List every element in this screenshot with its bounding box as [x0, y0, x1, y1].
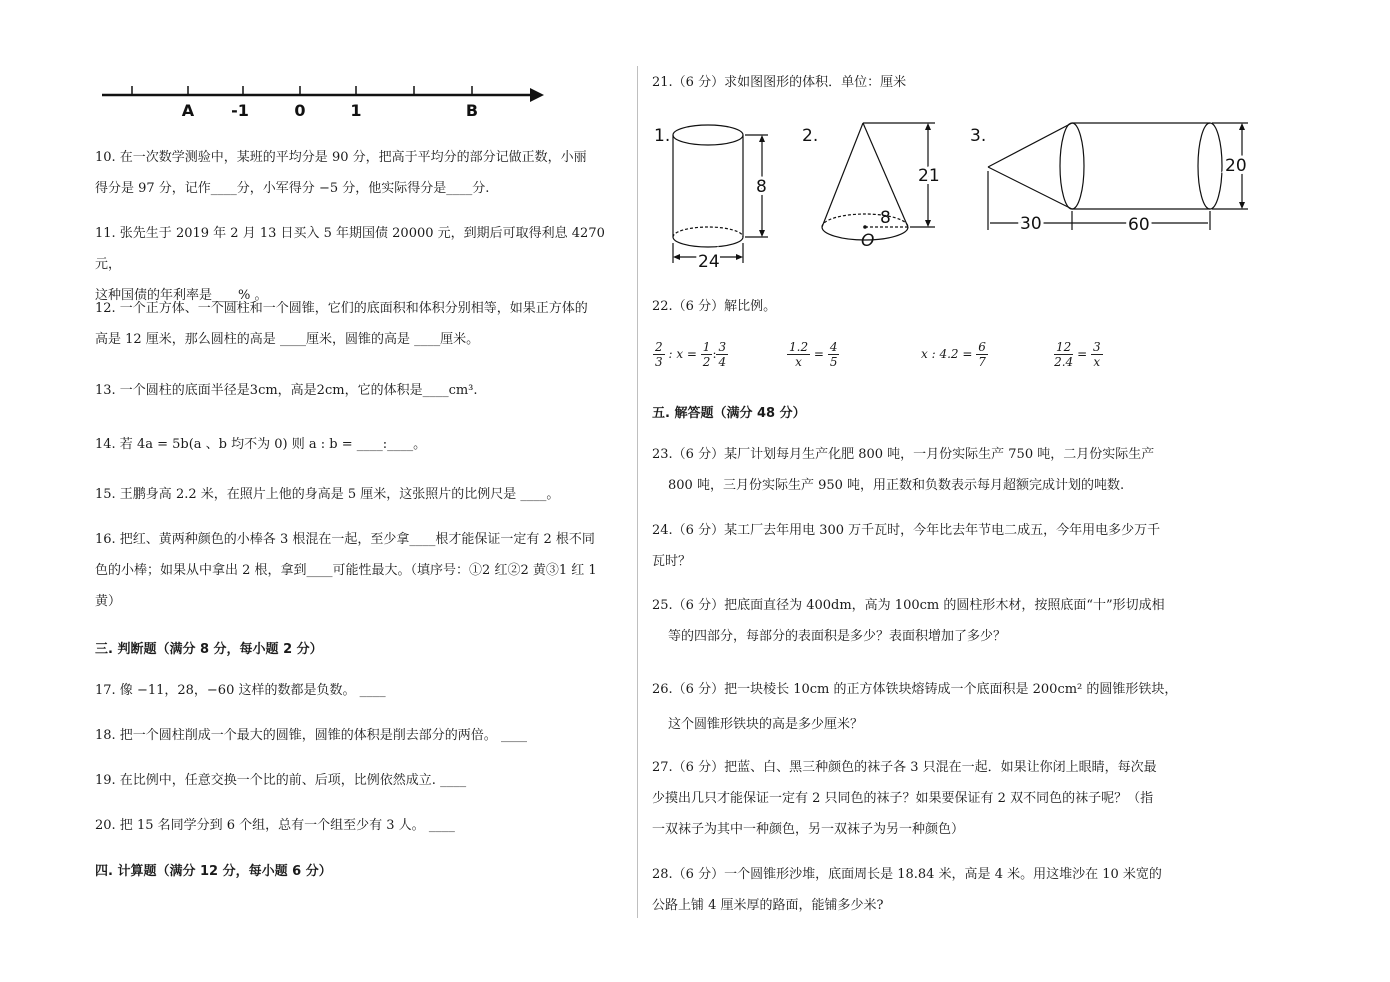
question-25 — [652, 590, 1192, 652]
eq4-frac-right — [1091, 340, 1103, 369]
q14-line: 14. 若 4a = 5b(a 、b 均不为 0) 则 a : b = ____:____。 — [95, 437, 427, 452]
q21-line: 21.（6 分）求如图图形的体积．单位：厘米 — [652, 75, 907, 90]
question-28 — [652, 859, 1192, 921]
label-0: 0 — [294, 101, 306, 120]
eq1-mid: : x = — [668, 347, 697, 361]
q22-line: 22.（6 分）解比例。 — [652, 299, 777, 314]
fig1-height-label: 8 — [756, 177, 767, 197]
eq1-frac-a — [653, 340, 665, 369]
eq1-b-den: 2 — [702, 355, 711, 369]
eq1-a-den: 3 — [655, 355, 663, 369]
eq4-r-den: x — [1093, 355, 1101, 369]
question-12 — [95, 293, 625, 355]
question-27 — [652, 752, 1192, 845]
question-22 — [652, 291, 1192, 322]
eq2-r-num: 4 — [829, 340, 838, 354]
q16-line2: 色的小棒；如果从中拿出 2 根，拿到____可能性最大。（填序号：①2 红②2 黄③1 红 1 — [95, 563, 597, 578]
eq2-frac-right — [828, 340, 840, 369]
q23-line1: 23.（6 分）某厂计划每月生产化肥 800 吨，一月份实际生产 750 吨，二月份实际生产 — [652, 447, 1155, 462]
q20-line: 20. 把 15 名同学分到 6 个组，总有一个组至少有 3 人。 ____ — [95, 818, 455, 833]
eq2-sign: = — [813, 347, 824, 361]
q18-line: 18. 把一个圆柱削成一个最大的圆锥，圆锥的体积是削去部分的两倍。 ____ — [95, 728, 527, 743]
equation-1: $\frac{2}{3}$ : x = $\frac{1}{2}$ : $\frac{3}{4}$ — [655, 340, 727, 369]
question-17 — [95, 675, 625, 706]
question-14 — [95, 429, 625, 460]
q28-line2: 公路上铺 4 厘米厚的路面，能铺多少米? — [652, 898, 884, 913]
fig1-diameter-label: 24 — [698, 252, 720, 272]
eq2-r-den: 5 — [829, 355, 838, 369]
label-b: B — [465, 101, 479, 120]
number-line — [100, 82, 550, 122]
fig3-cylinder-length-label: 60 — [1128, 215, 1150, 235]
section-heading-4: 四. 计算题（满分 12 分，每小题 6 分） — [95, 864, 332, 879]
label-a: A — [181, 101, 195, 120]
eq2-frac-left — [787, 340, 810, 369]
label-1: 1 — [350, 101, 362, 120]
eq4-frac-left — [1054, 340, 1073, 369]
q26-line1: 26.（6 分）把一块棱长 10cm 的正方体铁块熔铸成一个底面积是 200cm² 的圆锥形铁块， — [652, 682, 1178, 697]
question-23 — [652, 439, 1192, 501]
eq4-den: 2.4 — [1054, 355, 1074, 369]
eq3-r-den: 7 — [978, 355, 986, 369]
q16-line1: 16. 把红、黄两种颜色的小棒各 3 根混在一起，至少拿____根才能保证一定有 2 根不同 — [95, 532, 595, 547]
fig3-cone-length-label: 30 — [1020, 214, 1042, 234]
fig3-diameter-label: 20 — [1225, 156, 1247, 176]
equation-3 — [921, 340, 988, 369]
fig2-center-label: O — [861, 231, 875, 251]
question-26 — [652, 672, 1192, 742]
eq1-d-num: 3 — [718, 340, 727, 354]
question-13 — [95, 375, 625, 406]
eq1-frac-c — [716, 340, 728, 369]
fig2-height-label: 21 — [918, 166, 940, 186]
q10-line1: 10. 在一次数学测验中，某班的平均分是 90 分，把高于平均分的部分记做正数，小丽 — [95, 150, 587, 165]
q19-line: 19. 在比例中，任意交换一个比的前、后项，比例依然成立. ____ — [95, 773, 467, 788]
column-divider — [637, 66, 638, 918]
question-18 — [95, 720, 625, 751]
eq4-sign: = — [1077, 347, 1088, 361]
question-10 — [95, 142, 625, 204]
q16-line3: 黄） — [95, 594, 122, 609]
geometry-figures — [650, 115, 1260, 275]
eq2-den: x — [795, 355, 802, 369]
q12-line1: 12. 一个正方体、一个圆柱和一个圆锥，它们的底面积和体积分别相等，如果正方体的 — [95, 301, 588, 316]
q27-line3: 一双袜子为其中一种颜色，另一双袜子为另一种颜色） — [652, 822, 965, 837]
eq1-a-num: 2 — [655, 340, 663, 354]
label-neg1: -1 — [231, 101, 249, 120]
q25-line2: 等的四部分，每部分的表面积是多少？表面积增加了多少？ — [668, 629, 1007, 644]
section-heading-5: 五. 解答题（满分 48 分） — [652, 406, 806, 421]
fig2-radius-label: 8 — [880, 208, 891, 228]
q28-line1: 28.（6 分）一个圆锥形沙堆，底面周长是 18.84 米，高是 4 米。用这堆沙在 10 米宽的 — [652, 867, 1162, 882]
q13-line: 13. 一个圆柱的底面半径是3cm，高是2cm，它的体积是____cm³. — [95, 383, 478, 398]
equation-4 — [1054, 340, 1103, 369]
eq3-frac-right — [976, 340, 988, 369]
q27-line2: 少摸出几只才能保证一定有 2 只同色的袜子？如果要保证有 2 双不同色的袜子呢？（指 — [652, 791, 1154, 806]
eq1-d-den: 4 — [718, 355, 727, 369]
q24-line1: 24.（6 分）某工厂去年用电 300 万千瓦时，今年比去年节电二成五，今年用电多少万千 — [652, 523, 1161, 538]
q12-line2: 高是 12 厘米，那么圆柱的高是 ____厘米，圆锥的高是 ____厘米。 — [95, 332, 480, 347]
question-15 — [95, 479, 625, 510]
eq3-r-num: 6 — [978, 340, 986, 354]
question-20 — [95, 810, 625, 841]
eq1-frac-b — [701, 340, 713, 369]
q24-line2: 瓦时？ — [652, 554, 692, 569]
q27-line1: 27.（6 分）把蓝、白、黑三种颜色的袜子各 3 只混在一起．如果让你闭上眼睛，每次最 — [652, 760, 1157, 775]
q15-line: 15. 王鹏身高 2.2 米，在照片上他的身高是 5 厘米，这张照片的比例尺是 ____。 — [95, 487, 560, 502]
fig1-number: 1. — [654, 126, 671, 146]
question-21 — [652, 67, 1192, 98]
eq2-num: 1.2 — [789, 340, 809, 354]
q10-line2: 得分是 97 分，记作____分，小军得分 −5 分，他实际得分是____分. — [95, 181, 490, 196]
eq1-b-num: 1 — [702, 340, 711, 354]
question-19 — [95, 765, 625, 796]
section-heading-3: 三. 判断题（满分 8 分，每小题 2 分） — [95, 642, 323, 657]
eq4-num: 12 — [1056, 340, 1072, 354]
eq3-left: x : 4.2 = — [921, 347, 973, 361]
eq4-r-num: 3 — [1093, 340, 1101, 354]
q25-line1: 25.（6 分）把底面直径为 400dm，高为 100cm 的圆柱形木材，按照底面“十”形切成相 — [652, 598, 1165, 613]
question-24 — [652, 515, 1192, 577]
fig3-number: 3. — [970, 126, 987, 146]
q11-line2: 这种国债的年利率是____% 。 — [95, 288, 268, 303]
q23-line2: 800 吨，三月份实际生产 950 吨，用正数和负数表示每月超额完成计划的吨数. — [668, 478, 1125, 493]
q11-line1: 11. 张先生于 2019 年 2 月 13 日买入 5 年期国债 20000 元，到期后可取得利息 4270 元， — [95, 226, 605, 272]
q17-line: 17. 像 −11，28，−60 这样的数都是负数。 ____ — [95, 683, 386, 698]
question-16 — [95, 524, 625, 617]
fig2-number: 2. — [802, 126, 819, 146]
q26-line2: 这个圆锥形铁块的高是多少厘米？ — [668, 717, 864, 732]
equation-2 — [787, 340, 839, 369]
